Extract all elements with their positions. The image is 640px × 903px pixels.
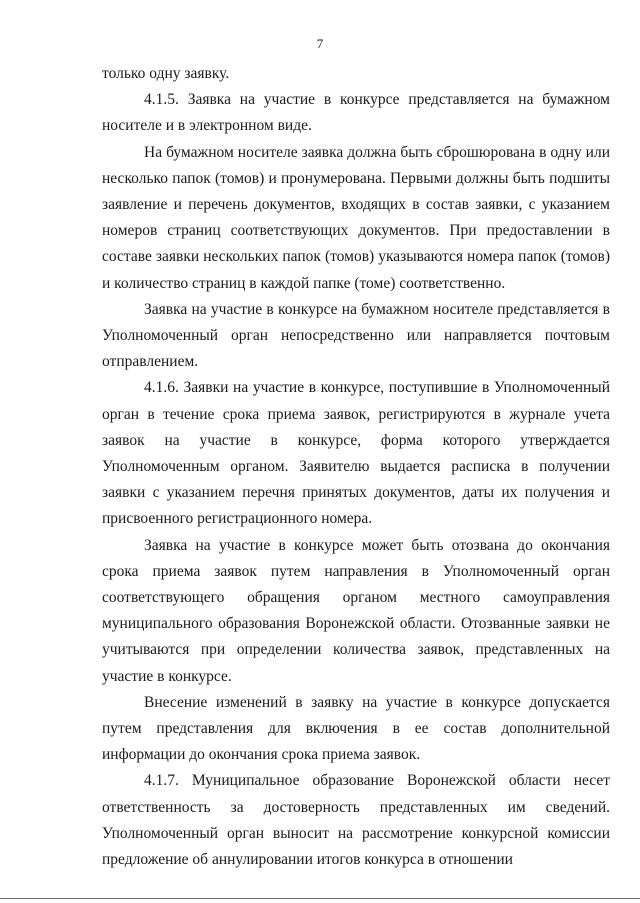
page-bottom-divider bbox=[0, 898, 640, 899]
paragraph-withdrawal: Заявка на участие в конкурсе может быть отозвана до окончания срока приема заявок путем направления в Уполномоченный орган соответствующего обращения органом местного самоуправления муниципального образования Воронежской области. Отозванные заявки не учитываются при определении количества заявок, представленных на участие в конкурсе. bbox=[102, 536, 610, 685]
paragraph-4-1-6: 4.1.6. Заявки на участие в конкурсе, поступившие в Уполномоченный орган в течение срока приема заявок, регистрируются в журнале учета заявок на участие в конкурсе, форма которого утверждается Уполномоченным органом. Заявителю выдается расписка в получении заявки с указанием перечня принятых документов, даты их получения и присвоенного регистрационного номера. bbox=[102, 379, 610, 528]
document-body bbox=[102, 61, 610, 873]
page-number: 7 bbox=[316, 36, 324, 51]
paragraph-4-1-7: 4.1.7. Муниципальное образование Воронежской области несет ответственность за достоверность представленных им сведений. Уполномоченный орган выносит на рассмотрение конкурсной комиссии предложение об аннулировании итогов конкурса в отношении bbox=[102, 772, 610, 869]
paragraph-amendments: Внесение изменений в заявку на участие в конкурсе допускается путем представления для включения в ее состав дополнительной информации до окончания срока приема заявок. bbox=[102, 693, 610, 764]
paragraph-continuation: только одну заявку. bbox=[102, 65, 230, 82]
paragraph-4-1-5: 4.1.5. Заявка на участие в конкурсе представляется на бумажном носителе и в электронном виде. bbox=[102, 91, 610, 135]
paragraph-paper-submission: Заявка на участие в конкурсе на бумажном носителе представляется в Уполномоченный орган непосредственно или направляется почтовым отправлением. bbox=[102, 300, 610, 371]
paragraph-paper-format: На бумажном носителе заявка должна быть сброшюрована в одну или несколько папок (томов) и пронумерована. Первыми должны быть подшиты заявление и перечень документов, входящих в состав заявки, с указанием номеров страниц соответствующих документов. При предоставлении в составе заявки нескольких папок (томов) указываются номера папок (томов) и количество страниц в каждой папке (томе) соответственно. bbox=[102, 143, 610, 292]
